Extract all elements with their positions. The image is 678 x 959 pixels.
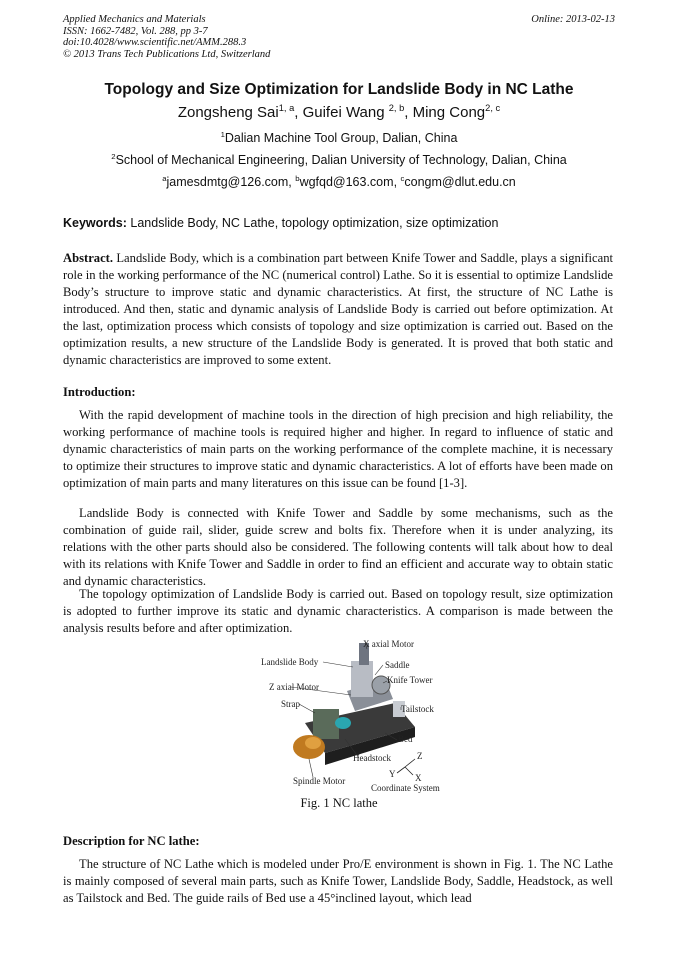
spindle-highlight: [305, 737, 321, 749]
chuck-shape: [335, 717, 351, 729]
author-name: Ming Cong: [412, 104, 486, 121]
description-heading: Description for NC lathe:: [63, 834, 200, 848]
label-bed: Bed: [398, 734, 413, 744]
affiliation-2: [0, 153, 678, 167]
label-landslide-body: Landslide Body: [261, 657, 319, 667]
author-sup: 2, b: [388, 103, 405, 113]
abstract-label: Abstract.: [63, 251, 114, 265]
label-tailstock: Tailstock: [401, 704, 434, 714]
headstock-shape: [313, 709, 339, 739]
email[interactable]: congm@dlut.edu.cn: [404, 175, 516, 189]
affiliation-sup: 2: [111, 151, 116, 161]
intro-paragraph-1: With the rapid development of machine tools in the direction of high precision and high reliability, the working performance of machine tools is required higher and higher. In regard to influence of static and dynamic characteristics of main parts on the working performance of the complete machine, it is necessary to optimize their structures to improve static and dynamic characteristics. A lot of efforts have been made on optimization of main parts and many literatures on this issue can be found [1-3].: [63, 408, 613, 490]
copyright: © 2013 Trans Tech Publications Ltd, Switzerland: [63, 48, 271, 60]
label-axis-z: Z: [417, 751, 423, 761]
label-strap: Strap: [281, 699, 300, 709]
affiliation-1: [0, 131, 678, 145]
intro-paragraph-3: The topology optimization of Landslide Body is carried out. Based on topology result, size optimization is adopted to further improve its static and dynamic characteristics. A comparison is made between the analysis results before and after optimization.: [63, 587, 613, 635]
landslide-shape: [351, 661, 373, 697]
issn: ISSN: 1662-7482, Vol. 288, pp 3-7: [63, 25, 208, 37]
email-sup: b: [295, 173, 300, 183]
figure-caption: Fig. 1 NC lathe: [300, 796, 378, 810]
abstract-text: Landslide Body, which is a combination part between Knife Tower and Saddle, plays a significant role in the working performance of the NC (numerical control) Lathe. So it is essential to optimize Landslide Body’s structure to improve static and dynamic characteristics. At first, the structure of NC Lathe is introduced. And then, static and dynamic analysis of Landslide Body is carried out before optimization. At the last, optimization process which consists of topology and size optimization is carried out. Based on the optimization results, a new structure of the Landslide Body is generated. It is proved that both static and dynamic characteristics are improved to some extent.: [63, 251, 613, 367]
affiliation-text: School of Mechanical Engineering, Dalian University of Technology, Dalian, China: [115, 153, 567, 167]
label-coordinate-system: Coordinate System: [371, 783, 440, 793]
author-sup: 2, c: [485, 103, 501, 113]
label-x-axial-motor: X axial Motor: [363, 639, 414, 649]
author-name: Guifei Wang: [302, 104, 385, 121]
description-paragraph: The structure of NC Lathe which is modeled under Pro/E environment is shown in Fig. 1. The NC Lathe is mainly composed of several main parts, such as Knife Tower, Landslide Body, Saddle, Headstock, as well as Tailstock and Bed. The guide rails of Bed use a 45°inclined layout, which lead: [63, 857, 613, 905]
label-spindle-motor: Spindle Motor: [293, 776, 346, 786]
label-z-axial-motor: Z axial Motor: [269, 682, 319, 692]
author-sup: 1, a: [278, 103, 295, 113]
affiliation-text: Dalian Machine Tool Group, Dalian, China: [224, 131, 458, 145]
doi: doi:10.4028/www.scientific.net/AMM.288.3: [63, 37, 247, 48]
abstract: [63, 250, 613, 369]
label-axis-x: X: [415, 773, 422, 783]
email[interactable]: jamesdmtg@126.com: [166, 175, 289, 189]
keywords-label: Keywords:: [63, 216, 127, 230]
email[interactable]: wgfqd@163.com: [299, 175, 394, 189]
intro-paragraph-2: Landslide Body is connected with Knife Tower and Saddle by some mechanisms, such as the combination of guide rail, slider, guide screw and bolts fix. Therefore when it is under analyzing, its relations with the other parts should also be considered. The following contents will talk about how to deal with its relations with Knife Tower and Saddle in order to find an efficient and accurate way to obtain static and dynamic characteristics.: [63, 506, 613, 588]
introduction-heading: Introduction:: [63, 385, 136, 399]
coordinate-axes: [397, 759, 415, 775]
email-line: $^a$jamesdmtg@126.com, $^b$wgfqd@163.com, $^c$congm@dlut.edu.cn: [162, 173, 516, 189]
paper-title: Topology and Size Optimization for Landslide Body in NC Lathe: [104, 81, 574, 98]
page-header: [63, 14, 615, 60]
keywords-text: Landslide Body, NC Lathe, topology optimization, size optimization: [130, 216, 499, 230]
keywords: [63, 216, 623, 230]
nc-lathe-figure: [255, 635, 445, 795]
author-name: Zongsheng Sai: [177, 104, 279, 121]
email-sup: a: [162, 173, 167, 183]
email-sup: c: [400, 173, 405, 183]
affiliation-sup: 1: [220, 129, 225, 139]
label-axis-y: Y: [389, 769, 396, 779]
author-list: Zongsheng Sai$^{1, a}$, Guifei Wang $^{2, b}$, Ming Cong$^{2, c}$: [177, 103, 501, 121]
online-date: Online: 2013-02-13: [531, 14, 615, 25]
label-saddle: Saddle: [385, 660, 410, 670]
label-headstock: Headstock: [353, 753, 391, 763]
label-knife-tower: Knife Tower: [387, 675, 433, 685]
journal-name: Applied Mechanics and Materials: [63, 14, 206, 25]
